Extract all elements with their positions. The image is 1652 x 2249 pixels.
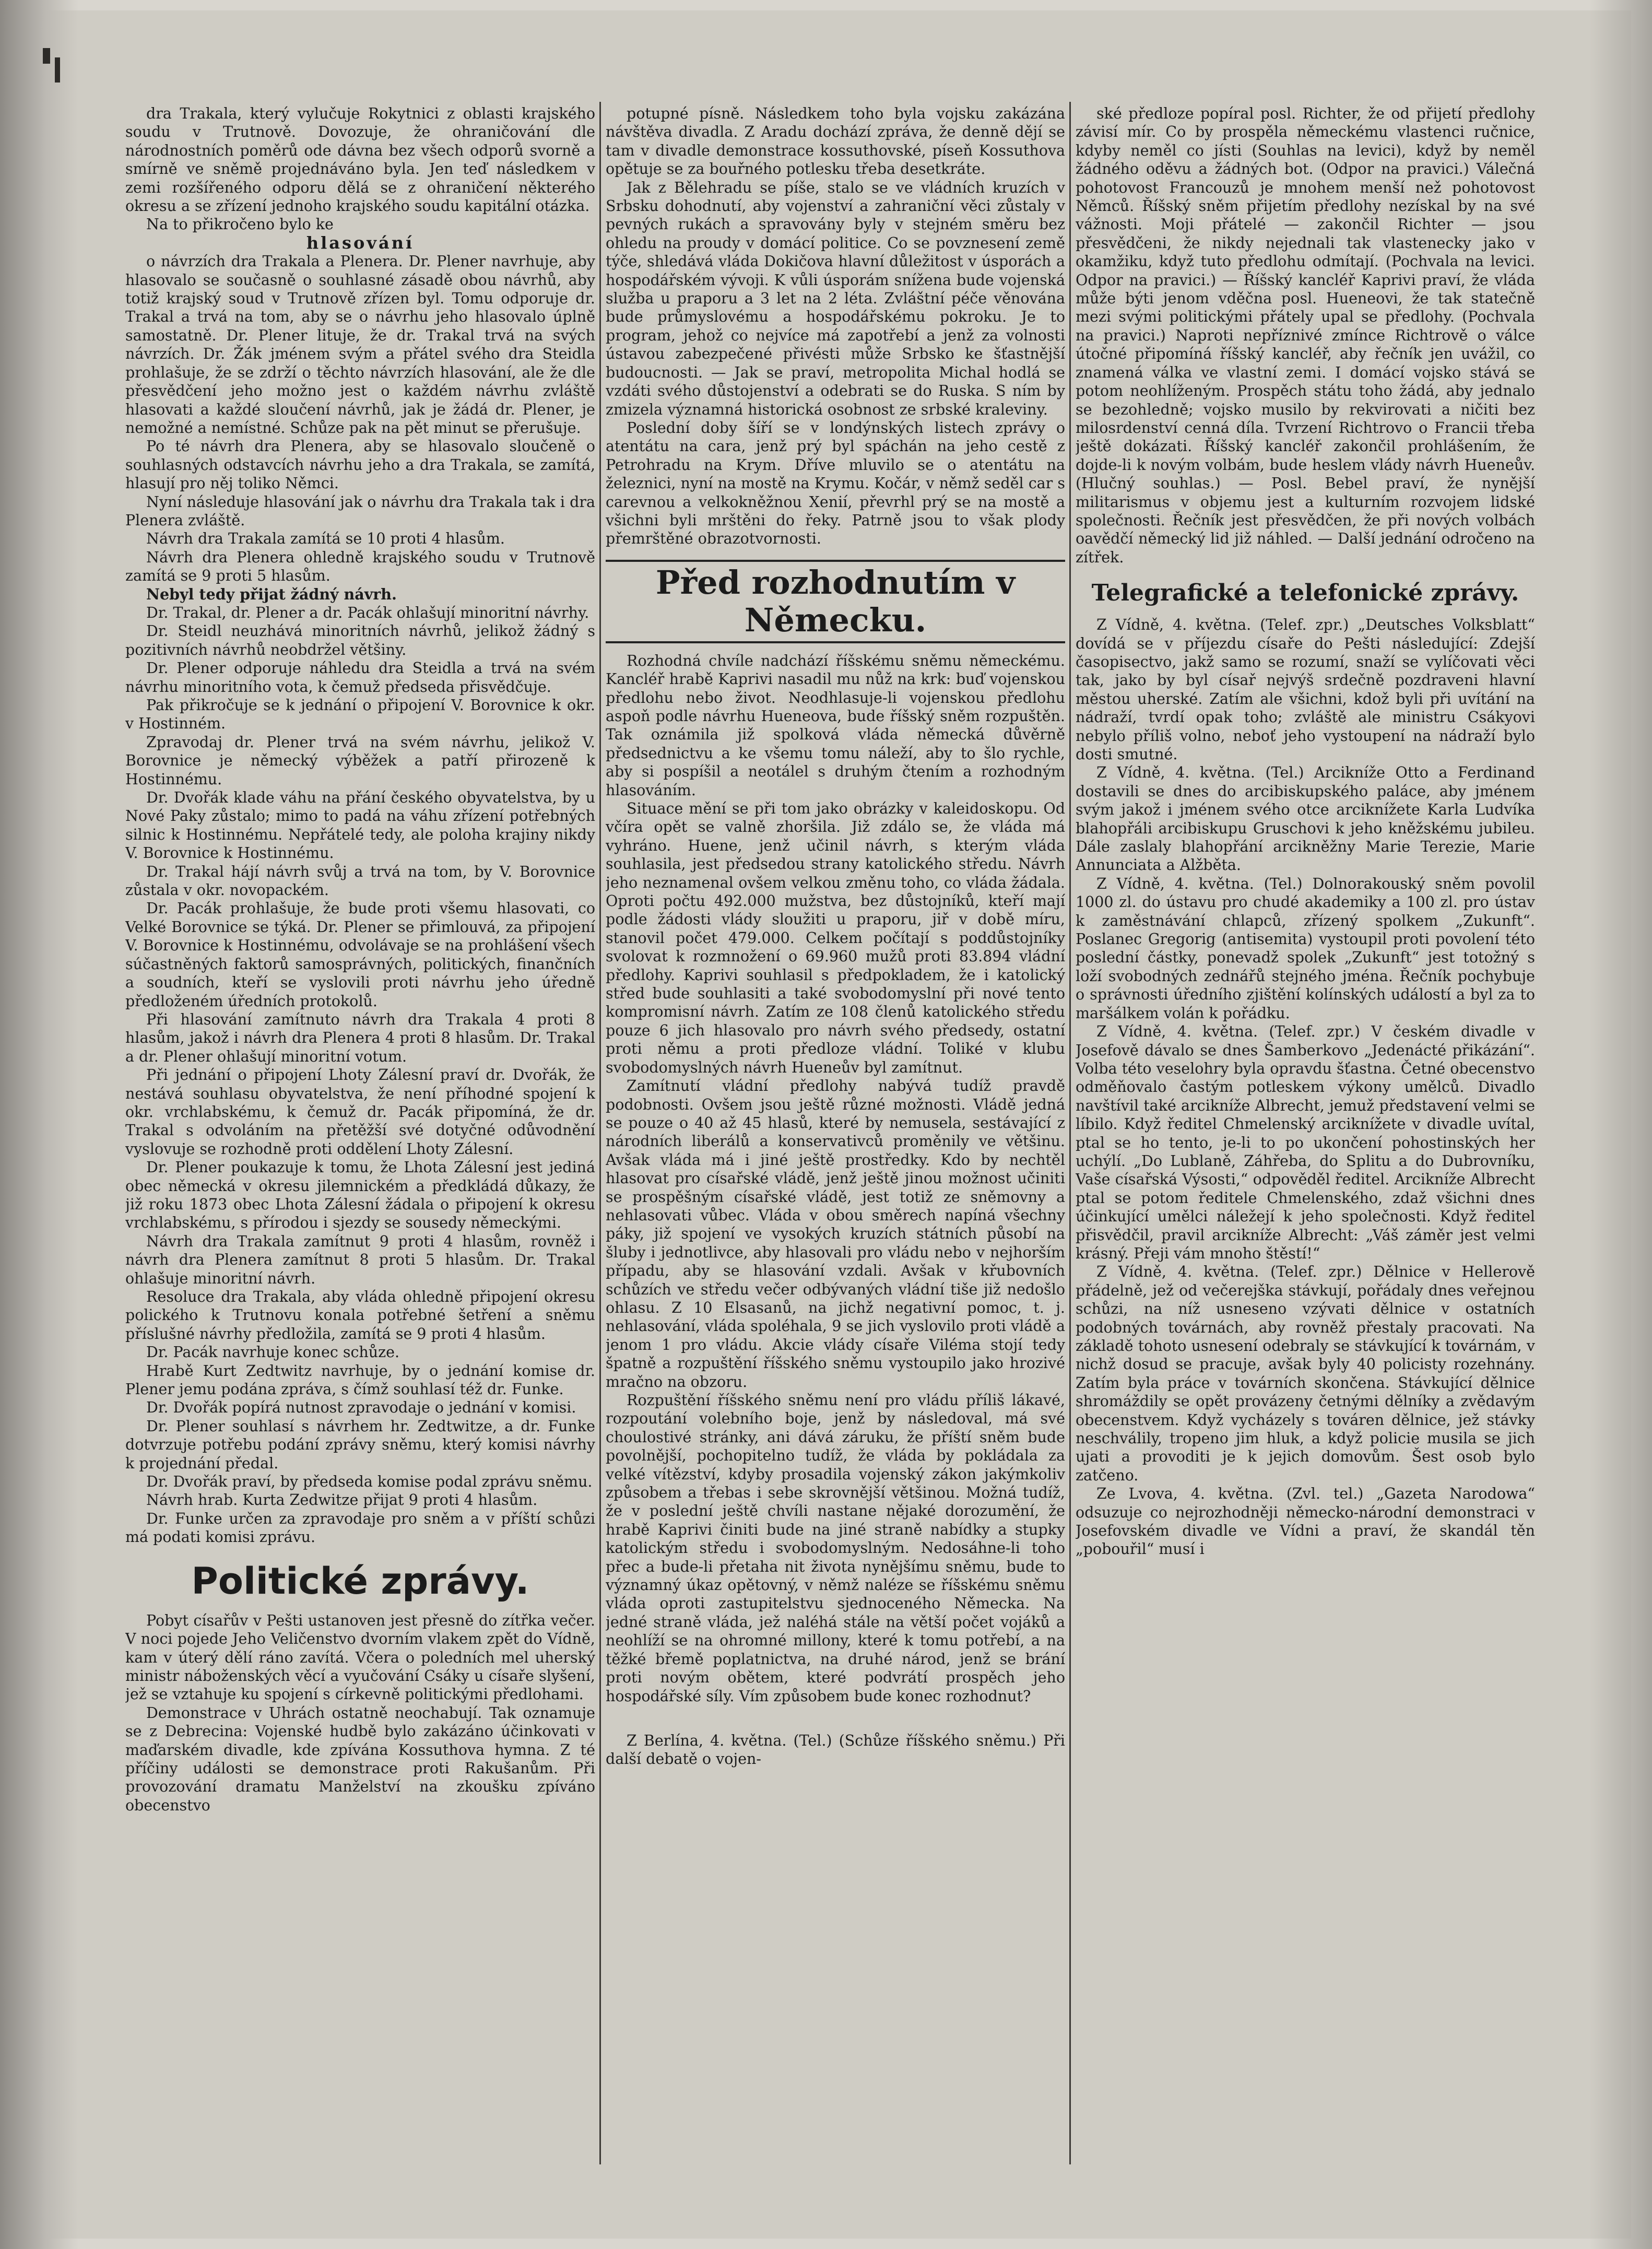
paragraph: Dr. Dvořák praví, by předseda komise podal zprávu sněmu. — [146, 1473, 593, 1491]
paragraph: Dr. Trakal, dr. Plener a dr. Pacák ohlašují minoritní návrhy. — [146, 604, 589, 621]
column-1 — [125, 104, 595, 2167]
scan-edge-right — [1589, 0, 1652, 2249]
scan-mark — [55, 57, 60, 83]
paragraph: Dr. Dvořák klade váhu na přání českého obyvatelstva, by u Nové Paky zůstalo; mimo to padá na váhu zřízení potřebných silnic k Hostinnému. Nepřátelé tedy, ale poloha krajiny nikdy V. Borovnice k Hostinnému. — [125, 789, 595, 862]
section-heading-politicke-zpravy: Politické zprávy. — [191, 1559, 529, 1603]
paragraph: Zpravodaj dr. Plener trvá na svém návrhu, jelikož V. Borovnice je německý výběžek a patří přirozeně k Hostinnému. — [125, 733, 595, 788]
paragraph: o návrzích dra Trakala a Plenera. Dr. Plener navrhuje, aby hlasovalo se současně o souhlasné zásadě obou návrhů, aby totiž krajský soud v Trutnově zřízen byl. Tomu odporuje dr. Trakal a trvá na tom, aby se o návrhu jeho hlasovalo úplně samostatně. Dr. Plener lituje, že dr. Trakal trvá na svých návrzích. Dr. Žák jménem svým a přátel svého dra Steidla prohlašuje, že se zdrží o těchto návrzích hlasování, ale že dle přesvědčení jeho možno jest o každém návrhu zvláště hlasovati a každé sloučení návrhů, jak je žádá dr. Plener, je nemožné a nemístné. Schůze pak na pět minut se přerušuje. — [125, 253, 595, 437]
paragraph: Dr. Plener souhlasí s návrhem hr. Zedtwitze, a dr. Funke dotvrzuje potřebu podání zprávy sněmu, který komisi návrhy k projednání předal. — [125, 1417, 595, 1472]
paragraph: Dr. Steidl neuzhává minoritních návrhů, jelikož žádný s pozitivních návrhů neobdržel většiny. — [125, 622, 595, 658]
paragraph: dra Trakala, který vylučuje Rokytnici z oblasti krajského soudu v Trutnově. Dovozuje, že ohraničování dle národnostních poměrů ode dávna bez všech odporů svorně a smírně ve sněmě projednáváno byla. Jen teď následkem v zemi rozšířeného odporu dělá se z ohraničení některého okresu a se zřízení jednoho krajského soudu kapitální otázka. — [125, 105, 595, 215]
paragraph: Návrh dra Plenera ohledně krajského soudu v Trutnově zamítá se 9 proti 5 hlasům. — [125, 548, 595, 585]
paragraph: Z Vídně, 4. května. (Telef. zpr.) Dělnice v Hellerově přádelně, jež od večerejška stávkují, pořádaly dnes veřejnou schůzi, na níž usneseno vzývati dělnice v ostatních podobných továrnách, aby rovněž přestaly pracovati. Na základě tohoto usnesení odebraly se stávkující k továrnám, v nichž dosud se pracuje, avšak byly 40 policisty rozehnány. Zatím byla práce v továrních skončena. Stávkující dělnice shromáždily se opět provázeny četnými dělníky a zvědavým obecenstvem. Když vycházely s továren dělnice, jež stávky neschválily, tropeno jim hluk, a když policie musila se jich ujati a provoditi je k jejich domovům. Šest osob bylo zatčeno. — [1076, 1263, 1535, 1484]
paragraph: Návrh dra Trakala zamítnut 9 proti 4 hlasům, rovněž i návrh dra Plenera zamítnut 8 proti 5 hlasům. Dr. Trakal ohlašuje minoritní návrh. — [125, 1232, 595, 1287]
paragraph: Jak z Bělehradu se píše, stalo se ve vládních kruzích v Srbsku dohodnutí, aby vojenství a zahraniční věci zůstaly v pevných rukách a spravovány byly v stejném směru bez ohledu na proudy v domácí politice. Co se povznesení země týče, shledává vláda Dokičova hlavní důležitost v úsporách a hospodářském vývoji. K vůli úsporám snížena bude vojenská služba u praporu a 3 let na 2 léta. Zvláštní péče věnována bude průmyslovému a hospodářskému pokroku. Je to program, jehož co nejvíce má zapotřebí a jenž za volnosti ústavou zabezpečené přivésti může Srbsko ke šťastnější budoucnosti. — Jak se praví, metropolita Michal hodlá se vzdáti svého důstojenství a odebrati se do Ruska. S ním by zmizela významná historická osobnost ze srbské kraleviny. — [606, 179, 1065, 418]
paragraph: Při jednání o připojení Lhoty Zálesní praví dr. Dvořák, že nestává souhlasu obyvatelstva, že není příhodné spojení k okr. vrchlabskému, k čemuž dr. Pacák připomíná, že dr. Trakal s odvoláním na přetěžší své dotyčné odůvodnění vyslovuje se rozhodně proti oddělení Lhoty Zálesní. — [125, 1066, 595, 1158]
paragraph: potupné písně. Následkem toho byla vojsku zakázána návštěva divadla. Z Aradu dochází zpráva, že denně dějí se tam v divadle demonstrace kossuthovské, píseň Kossuthova opětuje se za bouřného potlesku třeba desetkráte. — [606, 105, 1065, 178]
column-rule — [599, 102, 601, 2164]
paragraph: Návrh dra Trakala zamítá se 10 proti 4 hlasům. — [146, 530, 505, 548]
paragraph: Pobyt císařův v Pešti ustanoven jest přesně do zítřka večer. V noci pojede Jeho Veličenstvo dvorním vlakem zpět do Vídně, kam v úterý dělí ráno zavítá. Včera o poledních mel uherský ministr náboženských věcí a vyučování Csáky u císaře slyšení, jež se vztahuje ku spojení s církevně politickými předlohami. — [125, 1611, 595, 1703]
paragraph: Z Vídně, 4. května. (Tel.) Dolnorakouský sněm povolil 1000 zl. do ústavu pro chudé akademiky a 100 zl. pro ústav k zaměstnávání chlapců, zřízený spolkem „Zukunft“. Poslanec Gregorig (antisemita) vystoupil proti povolení této poslední částky, ponevadž spolek „Zukunft“ jest totožný s loží svobodných zednářů stejného jména. Řečník pochybuje o správnosti úředního zjištění kolínských událostí a byl za to maršálkem volán k pořádku. — [1076, 875, 1535, 1022]
paragraph: Z Berlína, 4. května. (Tel.) (Schůze říšského sněmu.) Při další debatě o vojen- — [606, 1732, 1065, 1768]
paragraph: Nyní následuje hlasování jak o návrhu dra Trakala tak i dra Plenera zvláště. — [125, 493, 595, 529]
paragraph: Dr. Plener odporuje náhledu dra Steidla a trvá na svém návrhu minoritního vota, k čemuž předseda přisvědčuje. — [125, 660, 595, 696]
column-rule — [1069, 102, 1071, 2164]
paragraph: Ze Lvova, 4. května. (Zvl. tel.) „Gazeta Narodowa“ odsuzuje co nejrozhodněji německo-národní demonstraci v Josefovském divadle ve Vídni a praví, že skandál těn „pobouřil“ musí i — [1076, 1485, 1535, 1558]
paragraph: Z Vídně, 4. května. (Telef. zpr.) V českém divadle v Josefově dávalo se dnes Šamberkovo „Jedenácté přikázání“. Volba této veselohry byla opravdu šťastna. Četné obecenstvo odměňovalo častým potleskem výkony umělců. Divadlo navštívil také arcikníže Albrecht, jemuž představení velmi se líbilo. Když ředitel Chmelenský arciknížete v divadle uvítal, ptal se ho tento, je-li to po ukončení pohostinských her uchýlí. „Do Lublaně, Záhřeba, do Splitu a do Dubrovníku, Vaše císařská Výsosti,“ odpověděl ředitel. Arcikníže Albrecht ptal se potom ředitele Chmelenského, zdaž všichni dnes účinkující umělci náležejí k jeho společnosti. Když ředitel přisvědčil, pravil arcikníže Albrecht: „Váš záměr jest velmi krásný. Přeji vám mnoho štěstí!“ — [1076, 1023, 1535, 1262]
paragraph: Poslední doby šíří se v londýnských listech zprávy o atentátu na cara, jenž prý byl spáchán na jeho cestě z Petrohradu na Krym. Dříve mluvilo se o atentátu na železnici, nyní na mostě na Krymu. Kočár, v němž seděl car s carevnou a velkokněžnou Xenií, převrhl prý se na mostě a všichni byli mrštěni do řeky. Patrně jsou to však plody přemrštěné obrazotvornosti. — [606, 419, 1065, 548]
paragraph: Dr. Pacák navrhuje konec schůze. — [146, 1344, 400, 1361]
subheading-hlasovani: hlasování — [306, 232, 415, 253]
paragraph: Dr. Plener poukazuje k tomu, že Lhota Zálesní jest jediná obec německá v okresu jilemnickém a předkládá důkazy, že již roku 1873 obec Lhota Zálesní žádala o připojení k okresu vrchlabskému, s přírodou i sjezdy se sousedy německými. — [125, 1159, 595, 1232]
paragraph: Na to přikročeno bylo ke — [146, 216, 334, 233]
paragraph: Z Vídně, 4. května. (Telef. zpr.) „Deutsches Volksblatt“ dovídá se v příjezdu císaře do Pešti následující: Zdejší časopisectvo, jakž samo se rozumí, snaží se vylíčovati věci tak, jako by byl císař nejvýš srdečně pozdraveni hlavní městou uherské. Zatím ale všichni, kdož byli při uvítání na nádraží, tvrdí opak toho; zvláště ale ministru Csákyovi nebylo příliš volno, neboť jeho vystoupení na nádraží bylo dosti smutné. — [1076, 616, 1535, 763]
paragraph: Nebyl tedy přijat žádný návrh. — [146, 585, 397, 603]
scan-edge-left — [0, 0, 78, 2249]
column-2 — [606, 104, 1065, 2167]
paragraph: Při hlasování zamítnuto návrh dra Trakala 4 proti 8 hlasům, jakož i návrh dra Plenera 4 proti 8 hlasům. Dr. Trakal a dr. Plener ohlašují minoritní votum. — [125, 1010, 595, 1065]
paragraph: Rozhodná chvíle nadchází říšskému sněmu německému. Kancléř hrabě Kaprivi nasadil mu nůž na krk: buď vojenskou předlohu nebo život. Neodhlasuje-li vojenskou předlohu aspoň podle návrhu Hueneova, bude říšský sněm rozpuštěn. Tak oznámila již spolková vláda německá důvěrně předsednictvu a ke všemu tomu náleží, aby to šlo rychle, aby si pospíšil a neotálel s druhým čtením a rozhodným hlasováním. — [606, 652, 1065, 799]
section-heading-telegraficke: Telegrafické a telefonické zprávy. — [1091, 580, 1519, 607]
paragraph: Resoluce dra Trakala, aby vláda ohledně připojení okresu polického k Trutnovu konala potřebné šetření a sněmu příslušné návrhy předložila, zamítá se 9 proti 4 hlasům. — [125, 1288, 595, 1343]
paragraph: Rozpuštění říšského sněmu není pro vládu příliš lákavé, rozpoutání volebního boje, jenž by následoval, má své choulostivé stránky, ani dává záruku, že příští sněm bude povolnější, pochopitelno tudíž, že vláda by pokládala za velké vítězství, kdyby prosadila vojenský zákon jakýmkoliv způsobem a třebas i sebe skrovnější většinou. Možná tudíž, že v poslední ještě chvíli nastane nějaké dorozumění, že hrabě Kaprivi činiti bude na jiné straně nabídky a stupky katolickým středu i svobodomyslným. Nedosáhne-li toho přec a bude-li přetaha nit života nynějšímu sněmu, bude to významný úkaz opětovný, v němž naléze se říšskému sněmu vláda oproti zastupitelstvu sjednoceného Německa. Na jedné straně vláda, jež naléhá stále na větší počet vojáků a neohlíží se na ohromné millony, které k tomu potřebí, a na těžké břemě poplatnictva, na druhé národ, jenž se brání proti novým obětem, které podvrátí prospěch jeho hospodářské síly. Vím způsobem bude konec rozhodnut? — [606, 1392, 1065, 1705]
paragraph: Situace mění se při tom jako obrázky v kaleidoskopu. Od včíra opět se valně zhoršila. Již zdálo se, že vláda má vyhráno. Huene, jenž učinil návrh, s kterým vláda souhlasila, jest předsedou strany katolického středu. Návrh jeho neznamenal ovšem velkou změnu toho, co vláda žádala. Oproti počtu 492.000 mužstva, bez důstojníků, kteří mají podle žádosti vlády sloužiti u praporu, jiř v době míru, stanovil počet 479.000. Celkem počítají s poddůstojníky svolovat k rozmnožení o 69.960 mužů proti 83.894 vládní předlohy. Kaprivi souhlasil s předpokladem, že i katolický střed bude souhlasiti a také svobodomyslní při nové tento kompromisní návrh. Zatím ze 108 členů katolického středu pouze 6 jich hlasovalo pro návrh svého předsedy, ostatní proti němu a proti předloze vládní. Toliké v klubu svobodomyslných návrh Hueneův byl zamítnut. — [606, 800, 1065, 1076]
paragraph: Demonstrace v Uhrách ostatně neochabují. Tak oznamuje se z Debrecina: Vojenské hudbě bylo zakázáno účinkovati v maďarském divadle, kde zpívána Kossuthova hymna. Z té příčiny události se demonstrace proti Rakušanům. Při provozování dramatu Manželství na zkoušku zpíváno obecenstvo — [125, 1704, 595, 1814]
paragraph: Dr. Trakal hájí návrh svůj a trvá na tom, by V. Borovnice zůstala v okr. novopackém. — [125, 863, 595, 899]
section-heading-pred-rozhodnutim: Před rozhodnutím v Německu. — [606, 560, 1065, 643]
paragraph: ské předloze popíral posl. Richter, že od přijetí předlohy závisí mír. Co by prospěla německému vlastenci ručnice, kdyby neměl co jísti (Souhlas na levici), když by neměl žádného oděvu a žádných bot. (Odpor na pravici.) Válečná pohotovost Francouzů je mnohem menší než pohotovost Němců. Říšský sněm přijetím předlohy nezískal by na své vážnosti. Moji přátelé — zakončil Richter — jsou přesvědčeni, že nikdy nejednali tak vlastenecky jako v okamžiku, když tuto předlohu odmítají. (Pochvala na levici. Odpor na pravici.) — Říšský kancléř Kaprivi praví, že vláda může býti jenom vděčna posl. Hueneovi, že tak statečně mezi svými politickými přátely upal se předlohy. (Pochvala na pravici.) Naproti nepříznivé zmínce Richtrově o válce útočné připomíná říšský kancléř, aby řečník jen uvážil, co znamená válka ve vlastní zemi. I domácí vojsko stává se potom neohlíženým. Prospěch státu toho žádá, aby jednalo se bezohledně; vojsko musilo by rekvirovati a ničiti bez milosrdenství cenná díla. Tvrzení Richtrovo o Francii třeba ještě dokázati. Říšský kancléř zakončil prohlášením, že dojde-li k novým volbám, bude heslem vlády návrh Hueneův. (Hlučný souhlas.) — Posl. Bebel praví, že nynější militarismus v objemu jest a kulturním rozvojem lidské společnosti. Řečník jest přesvědčen, že při nových volbách oavědčí německý lid již náhled. — Další jednání odročeno na zítřek. — [1076, 105, 1535, 566]
column-3 — [1076, 104, 1535, 2167]
paragraph: Po té návrh dra Plenera, aby se hlasovalo sloučeně o souhlasných odstavcích návrhu jeho a dra Trakala, se zamítá, hlasují pro něj toliko Němci. — [125, 438, 595, 492]
paragraph: Dr. Dvořák popírá nutnost zpravodaje o jednání v komisi. — [146, 1399, 576, 1417]
paragraph: Návrh hrab. Kurta Zedwitze přijat 9 proti 4 hlasům. — [146, 1491, 538, 1509]
paragraph: Hrabě Kurt Zedtwitz navrhuje, by o jednání komise dr. Plener jemu podána zpráva, s čímž souhlasí též dr. Funke. — [125, 1362, 595, 1398]
paragraph: Zamítnutí vládní předlohy nabývá tudíž pravdě podobnosti. Ovšem jsou ještě různé možnosti. Vládě jedná se pouze o 40 až 45 hlasů, které by nemusela, sestávající z národních liberálů a konservativců proměnily ve většinu. Avšak vláda má i jiné ještě prostředky. Kdo by nechtěl hlasovat pro císařské vládě, jenž ještě jinou možnost učiniti se prospěšným císařské vládě, jest totiž ze sněmovny a nehlasovati vůbec. Vláda v obou směrech napíná všechny páky, již spojení ve vysokých kruzích státních působí na šluby i jednotlivce, aby hlasovali pro vládu nebo v nejhorším případu, aby se hlasování vzdali. Avšak v křubovních schůzích ve středu večer odbývaných vládní tiše již nedošlo ohlasu. Z 10 Elsasanů, na jichž negativní pomoc, t. j. nehlasování, vláda spoléhala, 9 se jich vyslovilo proti vládě a jenom 1 pro vládu. Akcie vlády císaře Viléma stojí tedy špatně a rozpuštění říšského sněmu vystoupilo jako hrozivé mračno na obzoru. — [606, 1077, 1065, 1391]
paragraph: Dr. Funke určen za zpravodaje pro sněm a v příští schůzi má podati komisi zprávu. — [125, 1510, 595, 1546]
paragraph: Dr. Pacák prohlašuje, že bude proti všemu hlasovati, co Velké Borovnice se týká. Dr. Plener se přimlouvá, za připojení V. Borovnice k Hostinnému, odvolávaje se na prohlášení všech súčastněných faktorů samosprávných, politických, finančních a soudních, kteří se vyslovili proti návrhu jeho úředně předloženém úředních protokolů. — [125, 900, 595, 1010]
paragraph: Z Vídně, 4. května. (Tel.) Arcikníže Otto a Ferdinand dostavili se dnes do arcibiskupského paláce, aby jménem svým jakož i jménem svého otce arciknížete Karla Ludvíka blahopřáli arcibiskupu Gruschovi k jeho kněžskému jubileu. Dále zaslaly blahopřání arcikněžny Marie Terezie, Marie Annunciata a Alžběta. — [1076, 764, 1535, 874]
paragraph: Pak přikročuje se k jednání o připojení V. Borovnice k okr. v Hostinném. — [125, 697, 595, 733]
scan-mark — [43, 48, 50, 64]
